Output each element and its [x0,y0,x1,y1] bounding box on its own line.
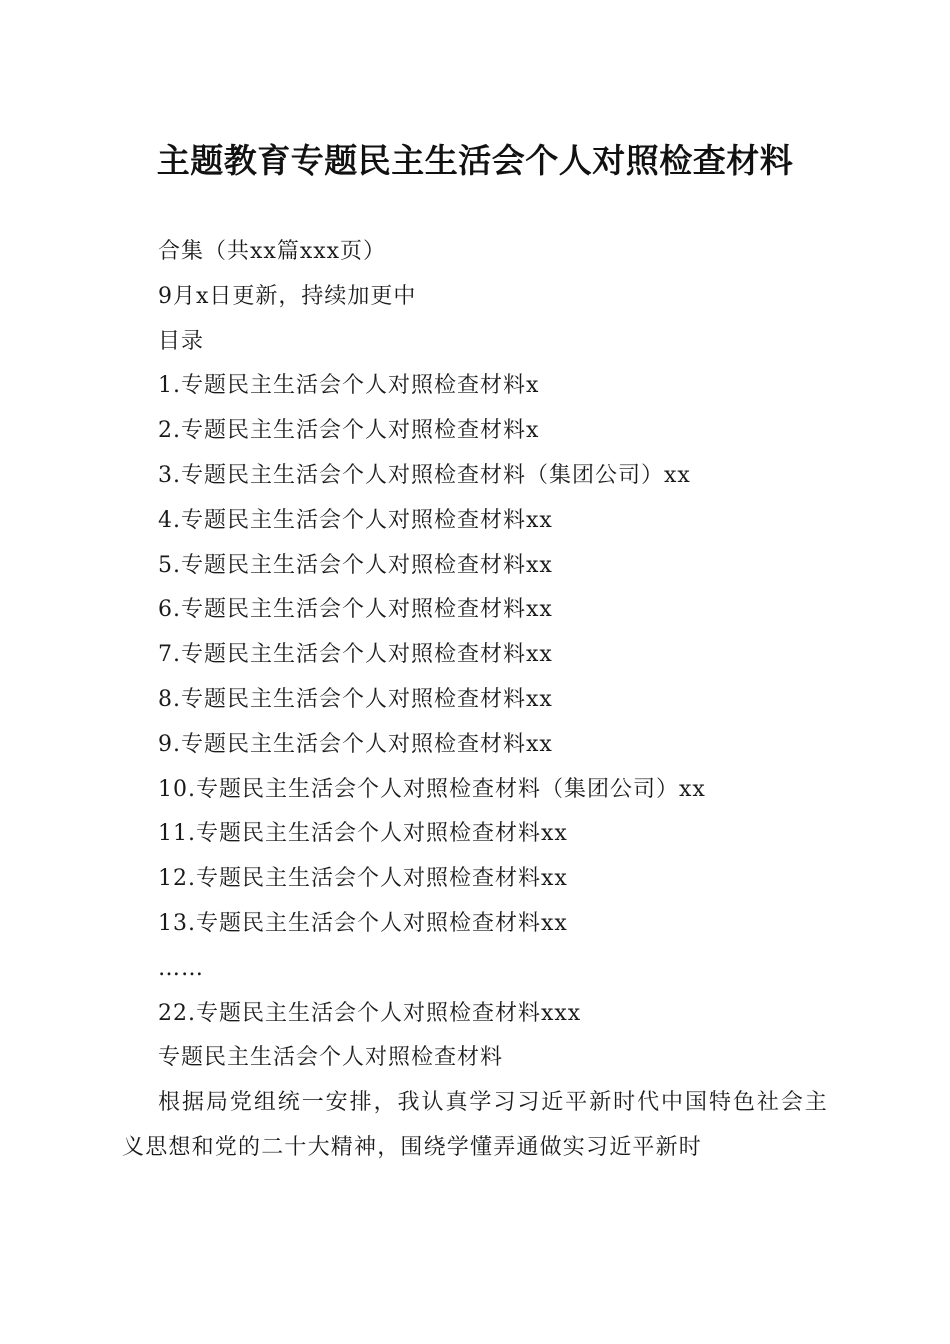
toc-item: 2.专题民主生活会个人对照检查材料x [158,418,540,444]
toc-item: 1.专题民主生活会个人对照检查材料x [158,373,540,399]
toc-item: 9.专题民主生活会个人对照检查材料xx [158,731,553,757]
document-title: 主题教育专题民主生活会个人对照检查材料 [156,141,794,180]
toc-item: 10.专题民主生活会个人对照检查材料（集团公司）xx [158,776,706,802]
toc-heading: 目录 [158,328,205,354]
section-heading: 专题民主生活会个人对照检查材料 [158,1045,504,1071]
update-note: 9月x日更新，持续加更中 [158,283,417,309]
document-body [122,230,828,1171]
toc-item: 12.专题民主生活会个人对照检查材料xx [158,866,568,892]
toc-item: 4.专题民主生活会个人对照检查材料xx [158,507,553,533]
toc-item: 13.专题民主生活会个人对照检查材料xx [158,910,568,936]
toc-item: 3.专题民主生活会个人对照检查材料（集团公司）xx [158,462,691,488]
toc-item: 22.专题民主生活会个人对照检查材料xxx [158,1000,582,1026]
toc-item: 11.专题民主生活会个人对照检查材料xx [158,821,568,847]
table-of-contents [122,364,828,1036]
body-paragraph: 根据局党组统一安排，我认真学习习近平新时代中国特色社会主义思想和党的二十大精神，围绕学懂弄通做实习近平新时 [122,1090,828,1160]
collection-note: 合集（共xx篇xxx页） [158,239,387,264]
toc-item: 6.专题民主生活会个人对照检查材料xx [158,597,553,623]
toc-item: 5.专题民主生活会个人对照检查材料xx [158,552,553,578]
toc-item: 7.专题民主生活会个人对照检查材料xx [158,642,553,668]
toc-item: 8.专题民主生活会个人对照检查材料xx [158,686,553,712]
toc-ellipsis: …… [158,955,204,981]
